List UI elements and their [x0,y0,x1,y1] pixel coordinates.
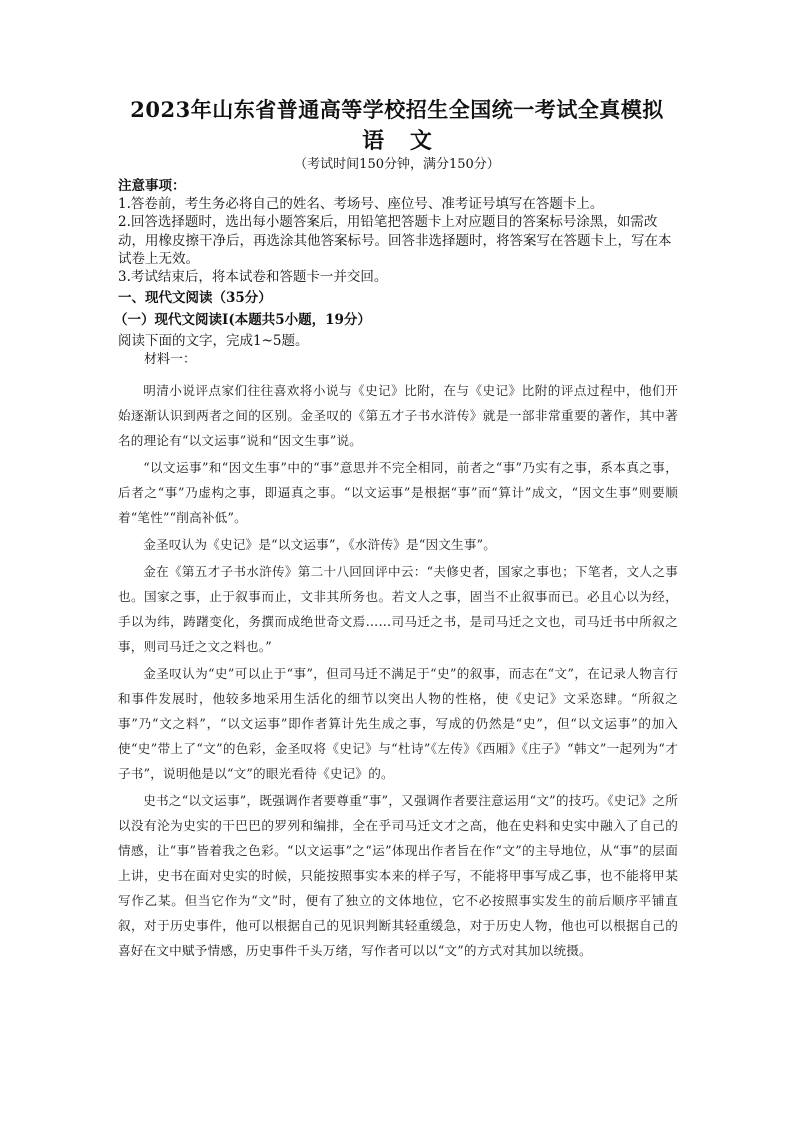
article-paragraph-6: 史书之“以文运事”，既强调作者要尊重“事”，又强调作者要注意运用“文”的技巧。《史记》之所以没有沦为史实的干巴巴的罗列和编排，全在乎司马迁文才之高，他在史料和史实中融入了自己的情感，让“事”皆着我之色彩。“以文运事”之“运”体现出作者旨在作“文”的主导地位，从“事”的层面上讲，史书在面对史实的时候，只能按照事实本来的样子写，不能将甲事写成乙事，也不能将甲某写作乙某。但当它作为“文”时，便有了独立的文体地位，它不必按照事实发生的前后顺序平铺直叙，对于历史事件，他可以根据自己的见识判断其轻重缓急，对于历史人物，他也可以根据自己的喜好在文中赋予情感，历史事件千头万绪，写作者可以以“文”的方式对其加以统摄。 [118,793,678,958]
article-paragraph-3: 金圣叹认为《史记》是“以文运事”，《水浒传》是“因文生事”。 [143,537,497,552]
article-paragraph-1: 明清小说评点家们往往喜欢将小说与《史记》比附，在与《史记》比附的评点过程中，他们开始逐渐认识到两者之间的区别。金圣叹的《第五才子书水浒传》就是一部非常重要的著作，其中著名的理论有“以文运事”说和“因文生事”说。 [118,383,678,448]
subject-title: 语 文 [362,128,432,154]
exam-title: 2023年山东省普通高等学校招生全国统一考试全真模拟 [130,97,664,122]
article-paragraph-4: 金在《第五才子书水浒传》第二十八回回评中云：“夫修史者，国家之事也；下笔者，文人之事也。国家之事，止于叙事而止，文非其所务也。若文人之事，固当不止叙事而已。必且心以为经，手以为纬，踌躇变化，务撰而成绝世奇文焉……司马迁之书，是司马迁之文也，司马迁书中所叙之事，则司马迁之文之料也。” [118,564,678,654]
sub-section-title: （一）现代文阅读Ⅰ(本题共5小题，19分） [114,312,371,328]
article-paragraph-5: 金圣叹认为“史”可以止于“事”，但司马迁不满足于“史”的叙事，而志在“文”，在记录人物言行和事件发展时，他较多地采用生活化的细节以突出人物的性格，使《史记》文采恣肆。“所叙之事”乃“文之料”，“以文运事”即作者算计先生成之事，写成的仍然是“史”，但“以文运事”的加入使“史”带上了“文”的色彩，金圣叹将《史记》与“杜诗”《左传》《西厢》《庄子》“韩文”一起列为“才子书”，说明他是以“文”的眼光看待《史记》的。 [118,666,678,781]
part-title: 一、现代文阅读（35分） [118,290,272,306]
time-info: （考试时间150分钟，满分150分） [294,157,500,172]
article-paragraph-2: “以文运事”和“因文生事”中的“事”意思并不完全相同，前者之“事”乃实有之事，系本真之事，后者之“事”乃虚构之事，即逼真之事。“以文运事”是根据“事”而“算计”成文，“因文生事”则要顺着“笔性”“削高补低”。 [118,460,678,525]
notice-block [118,177,678,286]
notice-item-3: 3.考试结束后，将本试卷和答题卡一并交回。 [118,269,388,286]
notice-heading: 注意事项： [118,178,186,194]
reading-instruction: 阅读下面的文字，完成1~5题。 [118,333,309,349]
material-label: 材料一： [144,352,197,367]
notice-item-2: 2.回答选择题时，选出每小题答案后，用铅笔把答题卡上对应题目的答案标号涂黑，如需改动，用橡皮擦干净后，再选涂其他答案标号。回答非选择题时，将答案写在答题卡上，写在本试卷上无效。 [118,214,672,267]
article-body [118,378,678,965]
notice-item-1: 1.答卷前，考生务必将自己的姓名、考场号、座位号、准考证号填写在答题卡上。 [118,196,604,213]
